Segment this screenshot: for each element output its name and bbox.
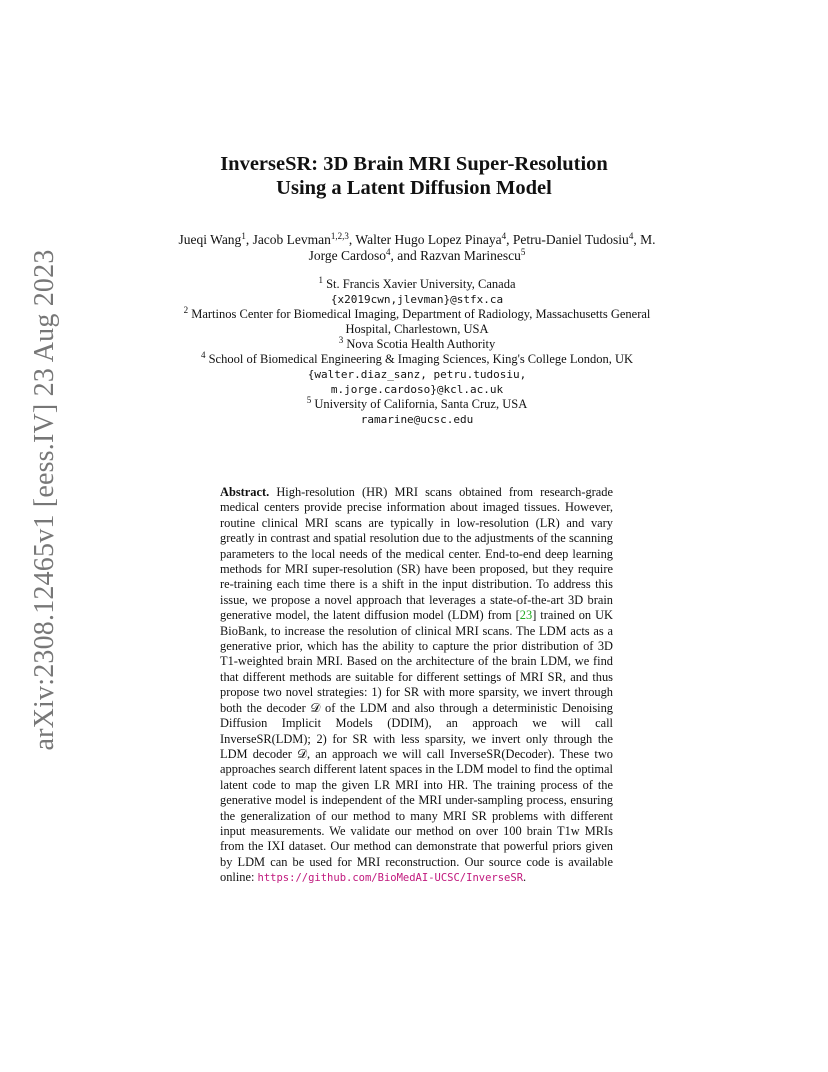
author-affiliation-sup: 5 — [520, 247, 526, 257]
affiliation-3 — [170, 337, 664, 352]
author-name: Petru-Daniel Tudosiu — [512, 232, 629, 247]
title-line-1: InverseSR: 3D Brain MRI Super-Resolution — [220, 153, 608, 175]
arxiv-sidebar — [20, 249, 70, 751]
author-separator: , — [348, 232, 356, 247]
abstract — [220, 485, 613, 887]
citation-link[interactable]: 23 — [519, 608, 533, 623]
abstract-label: Abstract. — [220, 485, 270, 499]
author-name: Razvan Marinescu — [420, 248, 521, 263]
affiliation-name: Martinos Center for Biomedical Imaging, Department of Radiology, Massachusetts General Hospital, Charlestown, USA — [191, 307, 651, 336]
affiliation-sup: 2 — [183, 305, 189, 315]
author-separator: , — [506, 232, 513, 247]
affiliation-sup: 4 — [200, 350, 206, 360]
affiliation-name: St. Francis Xavier University, Canada — [326, 277, 516, 291]
author-affiliation-sup: 4 — [501, 231, 507, 241]
affiliation-2 — [170, 307, 664, 337]
source-code-link[interactable]: https://github.com/BioMedAI-UCSC/InverseSR — [257, 872, 524, 885]
author-separator: , — [633, 232, 641, 247]
title-line-2: Using a Latent Diffusion Model — [276, 177, 552, 199]
affiliation-sup: 3 — [338, 335, 344, 345]
abstract-text-part-1: High-resolution (HR) MRI scans obtained from research-grade medical centers provide precise information about imaged tissues. However, routine clinical MRI scans are typically in low-resolution (LR) and vary greatly in contrast and spatial resolution due to the adjustments of the scanning parameters to the local needs of the medical center. End-to-end deep learning methods for MRI super-resolution (SR) have been proposed, but they require re-training each time there is a shift in the input distribution. To address this issue, we propose a novel approach that leverages a state-of-the-art 3D brain generative model, the latent diffusion model (LDM) from [ — [220, 485, 613, 623]
author-name: Walter Hugo Lopez Pinaya — [355, 232, 502, 247]
abstract-end: . — [523, 870, 527, 885]
affiliations — [170, 277, 664, 427]
author-affiliation-sup: 1,2,3 — [330, 231, 349, 241]
affiliation-name: University of California, Santa Cruz, USA — [314, 397, 528, 411]
author-name: Jueqi Wang — [178, 232, 242, 247]
author-separator: , and — [390, 248, 421, 263]
arxiv-identifier[interactable]: arXiv:2308.12465v1 [eess.IV] 23 Aug 2023 — [29, 249, 60, 751]
affiliation-name: Nova Scotia Health Authority — [346, 337, 496, 351]
affiliation-1 — [170, 277, 664, 292]
affiliation-4-email-line-1: {walter.diaz_sanz, petru.tudosiu, — [307, 368, 527, 381]
affiliation-sup: 5 — [306, 395, 312, 405]
affiliation-5-email: ramarine@ucsc.edu — [360, 413, 474, 426]
affiliation-name: School of Biomedical Engineering & Imaging Sciences, King's College London, UK — [208, 352, 634, 366]
author-name: M. Jorge Cardoso — [308, 232, 656, 263]
affiliation-4 — [170, 352, 664, 367]
author-separator: , — [245, 232, 253, 247]
affiliation-1-email: {x2019cwn,jlevman}@stfx.ca — [330, 293, 504, 306]
affiliation-sup: 1 — [318, 275, 323, 285]
affiliation-5 — [170, 397, 664, 412]
affiliation-4-email-line-2: m.jorge.cardoso}@kcl.ac.uk — [330, 383, 504, 396]
author-affiliation-sup: 1 — [241, 231, 246, 241]
paper-title — [0, 152, 828, 200]
author-name: Jacob Levman — [252, 232, 331, 247]
author-list — [175, 232, 659, 264]
author-affiliation-sup: 4 — [628, 231, 634, 241]
author-affiliation-sup: 4 — [385, 247, 391, 257]
abstract-text-part-2: ] trained on UK BioBank, to increase the resolution of clinical MRI scans. The LDM acts as a generative prior, which has the ability to capture the prior distribution of 3D T1-weighted brain MRI. Based on the architecture of the brain LDM, we find that different methods are suitable for different settings of MRI SR, and thus propose two novel strategies: 1) for SR with more sparsity, we invert through both the decoder 𝒟 of the LDM and also through a deterministic Denoising Diffusion Implicit Models (DDIM), an approach we will call InverseSR(LDM); 2) for SR with less sparsity, we invert only through the LDM decoder 𝒟, an approach we will call InverseSR(Decoder). These two approaches search different latent spaces in the LDM model to find the optimal latent code to map the given LR MRI into HR. The training process of the generative model is independent of the MRI under-sampling process, ensuring the generalization of our method to many MRI SR problems with different input measurements. We validate our method on over 100 brain T1w MRIs from the IXI dataset. Our method can demonstrate that powerful priors given by LDM can be used for MRI reconstruction. Our source code is available online: — [220, 608, 613, 885]
